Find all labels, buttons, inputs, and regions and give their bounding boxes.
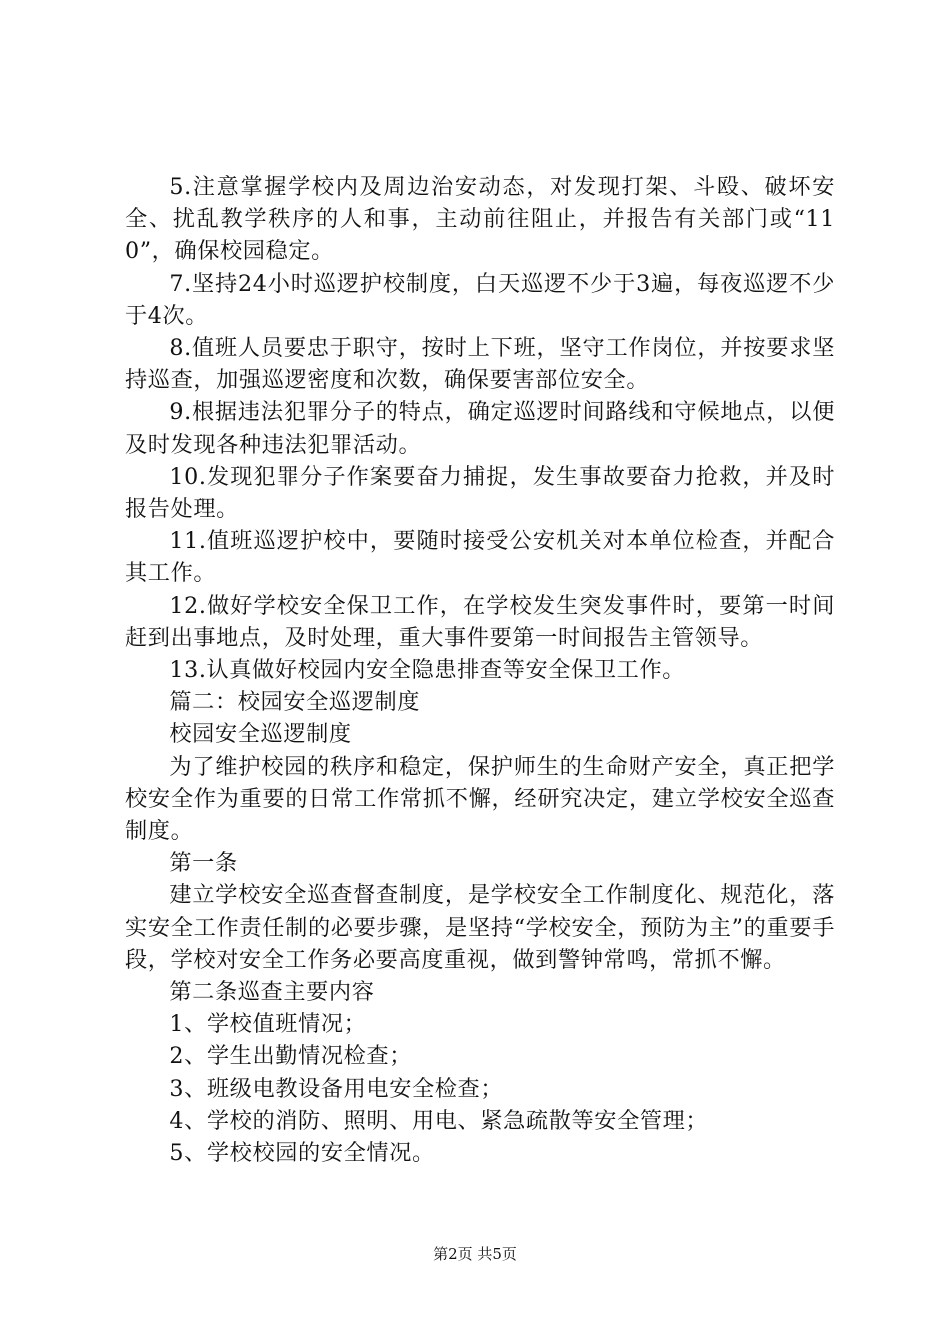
article-1-heading: 第一条 <box>169 850 238 877</box>
paragraph-item-10: 10.发现犯罪分子作案要奋力捕捉，发生事故要奋力抢救，并及时报告处理。 <box>125 463 835 523</box>
page-number-footer: 第2页 共5页 <box>433 1245 517 1263</box>
intro-paragraph: 为了维护校园的秩序和稳定，保护师生的生命财产安全，真正把学校安全作为重要的日常工作常抓不懈，经研究决定，建立学校安全巡查制度。 <box>125 753 835 845</box>
section-title: 校园安全巡逻制度 <box>169 721 352 748</box>
article-1-body: 建立学校安全巡查督查制度，是学校安全工作制度化、规范化，落实安全工作责任制的必要步骤，是坚持“学校安全，预防为主”的重要手段，学校对安全工作务必要高度重视，做到警钟常鸣，常抓不懈。 <box>125 882 835 973</box>
list-item-3: 3、班级电教设备用电安全检查； <box>169 1075 504 1102</box>
section-heading: 篇二：校园安全巡逻制度 <box>169 689 421 716</box>
paragraph-item-9: 9.根据违法犯罪分子的特点，确定巡逻时间路线和守候地点，以便及时发现各种违法犯罪活动。 <box>125 399 835 458</box>
paragraph-item-5: 5.注意掌握学校内及周边治安动态，对发现打架、斗殴、破坏安全、扰乱教学秩序的人和事，主动前往阻止，并报告有关部门或“110”，确保校园稳定。 <box>125 174 835 265</box>
document-body <box>125 171 835 1169</box>
paragraph-item-13: 13.认真做好校园内安全隐患排查等安全保卫工作。 <box>169 657 686 684</box>
list-item-2: 2、学生出勤情况检查； <box>169 1043 412 1070</box>
paragraph-item-11: 11.值班巡逻护校中，要随时接受公安机关对本单位检查，并配合其工作。 <box>125 528 835 587</box>
list-item-5: 5、学校校园的安全情况。 <box>169 1140 435 1167</box>
list-item-4: 4、学校的消防、照明、用电、紧急疏散等安全管理； <box>169 1107 709 1134</box>
paragraph-item-8: 8.值班人员要忠于职守，按时上下班，坚守工作岗位，并按要求坚持巡查，加强巡逻密度和次数，确保要害部位安全。 <box>125 335 835 394</box>
paragraph-item-7: 7.坚持24小时巡逻护校制度，白天巡逻不少于3遍，每夜巡逻不少于4次。 <box>125 270 835 329</box>
paragraph-item-12: 12.做好学校安全保卫工作，在学校发生突发事件时，要第一时间赶到出事地点，及时处理，重大事件要第一时间报告主管领导。 <box>125 592 835 651</box>
article-2-heading: 第二条巡查主要内容 <box>169 979 375 1006</box>
list-item-1: 1、学校值班情况； <box>169 1011 367 1038</box>
